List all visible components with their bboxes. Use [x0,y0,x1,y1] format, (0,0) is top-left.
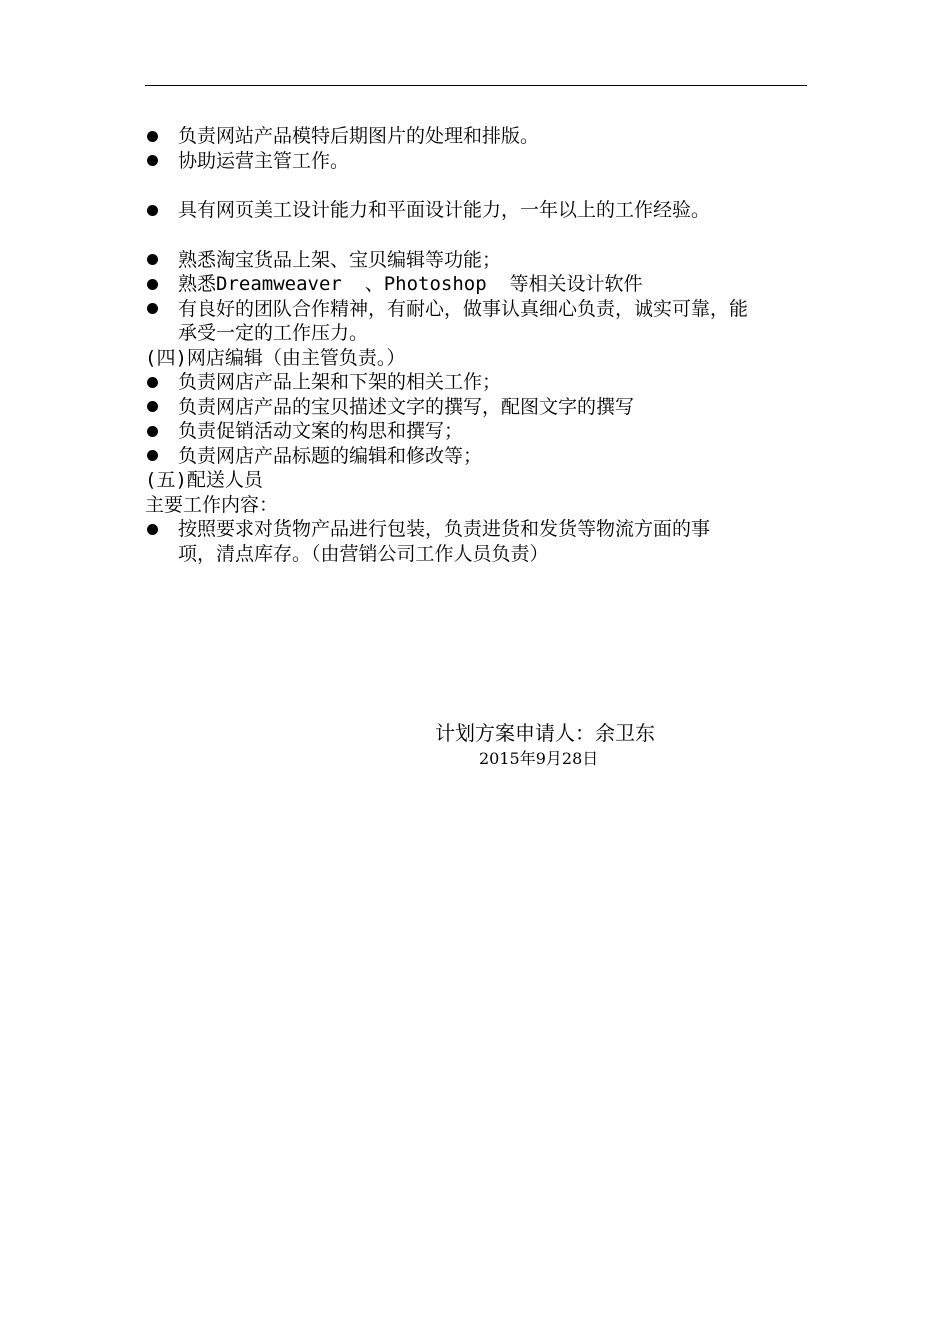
bullet-icon [147,205,158,216]
list-item-text: 负责促销活动文案的构思和撰写； [178,420,464,442]
section-heading: (四)网店编辑（由主管负责。） [145,346,406,369]
section-subheading: 主要工作内容： [145,493,279,516]
signature-date: 2015年9月28日 [479,749,599,768]
list-item [145,272,810,297]
list-item [145,149,810,174]
list-item-text-continued: 承受一定的工作压力。 [178,322,369,344]
header-rule [145,85,807,86]
list-item [145,444,810,469]
bullet-icon [147,279,158,290]
list-item-text: 负责网店产品上架和下架的相关工作； [178,371,502,393]
list-item [145,297,810,346]
list-item-text: 负责网店产品的宝贝描述文字的撰写，配图文字的撰写 [178,395,635,418]
list-item [145,419,810,444]
list-item [145,198,810,223]
bullet-icon [147,377,158,388]
list-item-text: 具有网页美工设计能力和平面设计能力，一年以上的工作经验。 [178,199,711,221]
bullet-icon [147,303,158,314]
list-item [145,517,810,566]
list-item [145,395,810,420]
bullet-icon [147,254,158,265]
list-item-text-continued: 项，清点库存。（由营销公司工作人员负责） [178,542,549,565]
list-item-text: 有良好的团队合作精神，有耐心，做事认真细心负责，诚实可靠，能 [178,297,749,320]
list-item [145,124,810,149]
list-item-text: 负责网站产品模特后期图片的处理和排版。 [178,125,540,147]
list-item-text: 按照要求对货物产品进行包装，负责进货和发货等物流方面的事 [178,518,711,540]
bullet-icon [147,426,158,437]
document-body [145,124,810,566]
list-item [145,370,810,395]
bullet-icon [147,131,158,142]
spacer [145,223,810,248]
spacer [145,173,810,198]
bullet-icon [147,450,158,461]
applicant-signature: 计划方案申请人：余卫东 [435,721,655,745]
list-item-text: 负责网店产品标题的编辑和修改等； [178,444,483,467]
list-item-text: 熟悉Dreamweaver 、Photoshop 等相关设计软件 [178,273,643,295]
bullet-icon [147,401,158,412]
list-item-text: 熟悉淘宝货品上架、宝贝编辑等功能； [178,248,502,271]
list-item [145,248,810,273]
bullet-icon [147,155,158,166]
list-item-text: 协助运营主管工作。 [178,149,350,172]
bullet-icon [147,524,158,535]
section-heading: (五)配送人员 [145,469,263,491]
